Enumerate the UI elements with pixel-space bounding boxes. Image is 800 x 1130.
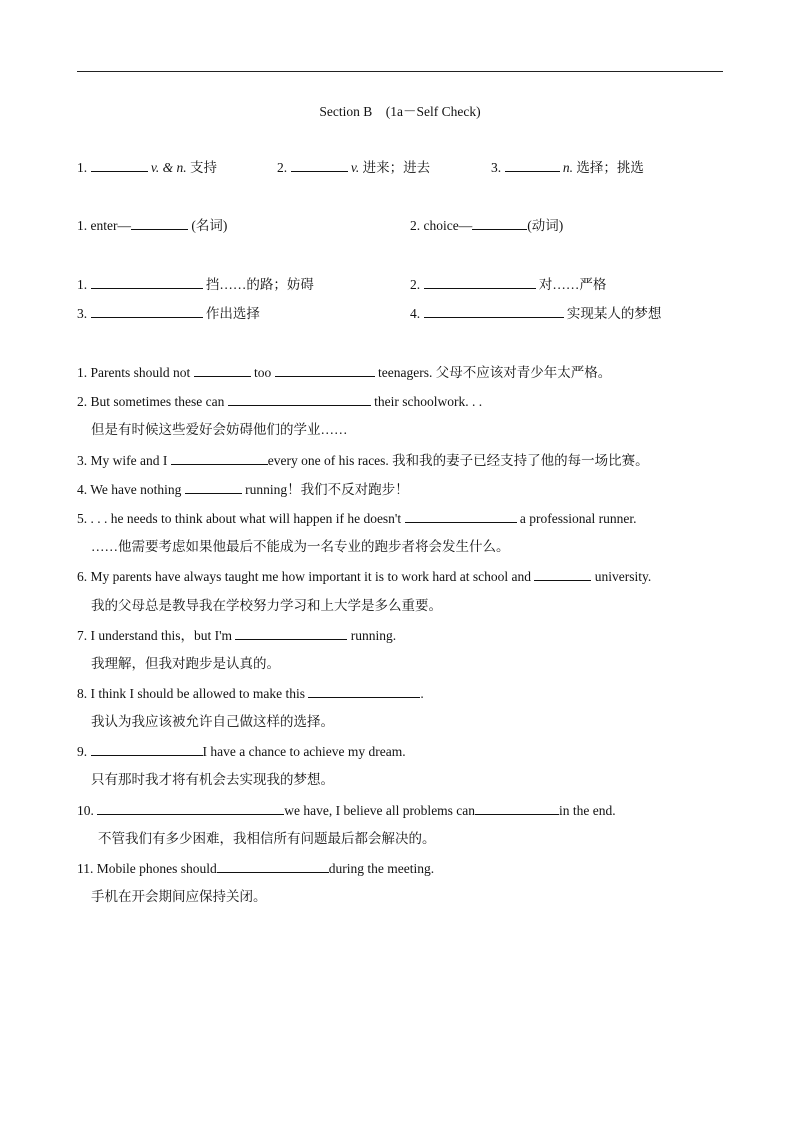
sentence-7-translation: 我理解，但我对跑步是认真的。 [91,656,280,671]
sentence-1: 1. Parents should not too teenagers. 父母不应该对青少年太严格。 [77,365,612,380]
blank[interactable] [91,742,203,756]
page-title: Section B (1a－Self Check) [319,104,481,119]
blank[interactable] [235,626,347,640]
blank[interactable] [405,509,517,523]
sentence-11: 11. Mobile phones should during the meeting. [77,861,435,876]
vocab-item-1: 1. v. & n. 支持 [77,160,217,175]
blank[interactable] [424,275,536,289]
sentence-10: 10. we have, I believe all problems can in the end. [77,803,616,818]
header-rule [77,71,723,72]
sentence-6-translation: 我的父母总是教导我在学校努力学习和上大学是多么重要。 [91,598,442,613]
blank[interactable] [171,451,268,465]
vocab-item-3: 3. n. 选择；挑选 [491,160,644,175]
blank[interactable] [217,859,329,873]
blank[interactable] [291,158,348,172]
sentence-2-translation: 但是有时候这些爱好会妨碍他们的学业…… [91,422,348,437]
sentence-8: 8. I think I should be allowed to make this . [77,686,424,701]
blank[interactable] [97,801,284,815]
blank[interactable] [185,480,242,494]
word-form-item-2: 2. choice— (动词) [410,218,564,233]
sentence-5: 5. . . . he needs to think about what will happen if he doesn't a professional runner. [77,511,637,526]
sentence-6: 6. My parents have always taught me how important it is to work hard at school and university. [77,569,652,584]
blank[interactable] [228,392,371,406]
sentence-3: 3. My wife and I every one of his races. 我和我的妻子已经支持了他的每一场比赛。 [77,453,649,468]
vocab-item-2: 2. v. 进来；进去 [277,160,431,175]
blank[interactable] [91,158,148,172]
blank[interactable] [91,275,203,289]
blank[interactable] [308,684,420,698]
sentence-7: 7. I understand this，but I'm running. [77,628,397,643]
sentence-8-translation: 我认为我应该被允许自己做这样的选择。 [91,714,334,729]
sentence-2: 2. But sometimes these can their schoolwork. . . [77,394,483,409]
sentence-11-translation: 手机在开会期间应保持关闭。 [91,889,267,904]
blank[interactable] [534,567,591,581]
sentence-10-translation: 不管我们有多少困难，我相信所有问题最后都会解决的。 [98,831,436,846]
blank[interactable] [472,216,527,230]
blank[interactable] [505,158,560,172]
phrase-item-2: 2. 对……严格 [410,277,607,292]
sentence-4: 4. We have nothing running！我们不反对跑步！ [77,482,409,497]
blank[interactable] [194,363,251,377]
blank[interactable] [91,304,203,318]
sentence-9-translation: 只有那时我才将有机会去实现我的梦想。 [91,772,334,787]
phrase-item-1: 1. 挡……的路；妨碍 [77,277,314,292]
blank[interactable] [424,304,564,318]
sentence-5-translation: ……他需要考虑如果他最后不能成为一名专业的跑步者将会发生什么。 [91,539,510,554]
sentence-9: 9. I have a chance to achieve my dream. [77,744,406,759]
phrase-item-3: 3. 作出选择 [77,306,260,321]
blank[interactable] [131,216,188,230]
blank[interactable] [475,801,559,815]
blank[interactable] [275,363,375,377]
phrase-item-4: 4. 实现某人的梦想 [410,306,662,321]
word-form-item-1: 1. enter— (名词) [77,218,228,233]
